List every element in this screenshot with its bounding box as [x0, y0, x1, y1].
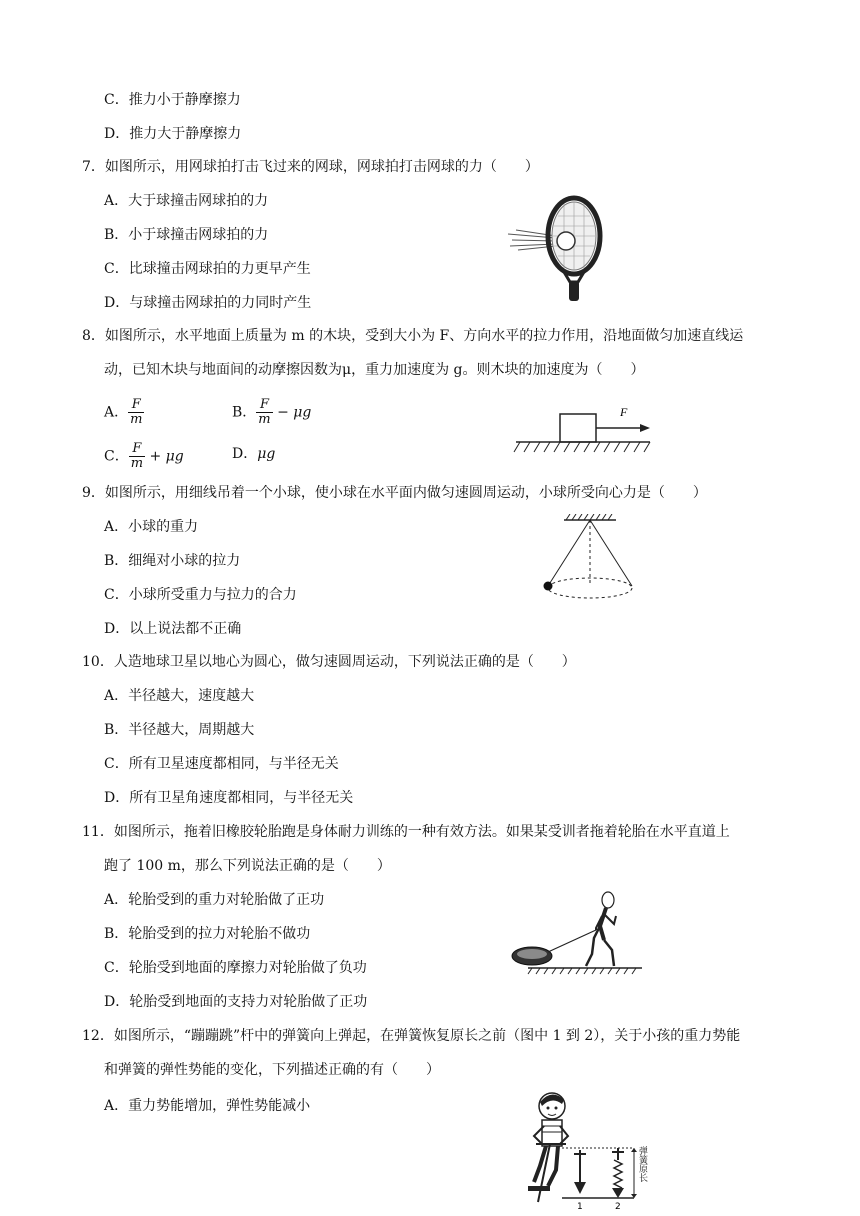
q11-stem-line2: 跑了 100 m，那么下列说法正确的是（ ）: [104, 858, 391, 874]
q8-option-b: [232, 398, 311, 427]
pogo-stick-figure: [522, 1090, 650, 1212]
fraction-numerator: F: [129, 442, 145, 457]
block-force-figure: [512, 400, 654, 456]
q6-option-d: D．推力大于静摩擦力: [104, 126, 242, 142]
q6-option-c: C．推力小于静摩擦力: [104, 92, 241, 108]
q10-option-c: C．所有卫星速度都相同，与半径无关: [104, 756, 339, 772]
q7-option-b: B．小于球撞击网球拍的力: [104, 227, 269, 243]
q8-option-c-fraction: [129, 442, 145, 471]
q11-stem-line1: 11．如图所示，拖着旧橡胶轮胎跑是身体耐力训练的一种有效方法。如果某受训者拖着轮胎在水平直道上: [82, 824, 730, 840]
q10-option-a: A．半径越大，速度越大: [104, 688, 255, 704]
q8-option-c-label: C．: [104, 448, 129, 465]
q8-option-c-term: + μg: [149, 448, 184, 465]
q10-option-d: D．所有卫星角速度都相同，与半径无关: [104, 790, 354, 806]
position-2-label: 2: [615, 1202, 621, 1212]
q11-option-a: A．轮胎受到的重力对轮胎做了正功: [104, 892, 325, 908]
q10-option-b: B．半径越大，周期越大: [104, 722, 255, 738]
q8-option-a-fraction: [128, 398, 144, 427]
q8-option-b-term: − μg: [277, 404, 312, 421]
q7-option-d: D．与球撞击网球拍的力同时产生: [104, 295, 312, 311]
fraction-denominator: m: [258, 412, 271, 427]
position-1-label: 1: [577, 1202, 583, 1212]
q9-stem: 9．如图所示，用细线吊着一个小球，使小球在水平面内做匀速圆周运动，小球所受向心力是（ ）: [82, 485, 707, 501]
q7-option-a: A．大于球撞击网球拍的力: [104, 193, 269, 209]
q8-option-b-label: B．: [232, 404, 257, 421]
fraction-denominator: m: [130, 456, 144, 471]
fraction-numerator: F: [256, 398, 272, 413]
q8-stem-line2: 动，已知木块与地面间的动摩擦因数为μ，重力加速度为 g。则木块的加速度为（ ）: [104, 362, 645, 378]
q11-option-c: C．轮胎受到地面的摩擦力对轮胎做了负功: [104, 960, 367, 976]
conical-pendulum-figure: [540, 514, 640, 606]
q12-stem-line2: 和弹簧的弹性势能的变化，下列描述正确的有（ ）: [104, 1062, 440, 1078]
q9-option-b: B．细绳对小球的拉力: [104, 553, 241, 569]
q8-option-a: [104, 398, 144, 427]
q7-option-c: C．比球撞击网球拍的力更早产生: [104, 261, 311, 277]
q11-option-d: D．轮胎受到地面的支持力对轮胎做了正功: [104, 994, 368, 1010]
tire-drag-figure: [508, 888, 644, 976]
tennis-racket-figure: [506, 186, 616, 302]
force-label: F: [620, 405, 628, 419]
q8-option-d: [232, 444, 275, 464]
q12-stem-line1: 12．如图所示，“蹦蹦跳”杆中的弹簧向上弹起，在弹簧恢复原长之前（图中 1 到 2），关于小孩的重力势能: [82, 1028, 741, 1044]
q8-option-b-fraction: [256, 398, 272, 427]
q8-option-d-term: μg: [257, 446, 276, 462]
q8-stem-line1: 8．如图所示，水平地面上质量为 m 的木块，受到大小为 F、方向水平的拉力作用，沿地面做匀加速直线运: [82, 328, 744, 344]
q7-stem: 7．如图所示，用网球拍打击飞过来的网球，网球拍打击网球的力（ ）: [82, 159, 539, 175]
q9-option-a: A．小球的重力: [104, 519, 199, 535]
q9-option-c: C．小球所受重力与拉力的合力: [104, 587, 297, 603]
q8-option-a-label: A．: [104, 404, 129, 421]
q10-stem: 10．人造地球卫星以地心为圆心，做匀速圆周运动，下列说法正确的是（ ）: [82, 654, 576, 670]
q12-option-a: A．重力势能增加，弹性势能减小: [104, 1098, 311, 1114]
q8-option-d-label: D．: [232, 446, 258, 462]
fraction-denominator: m: [130, 412, 143, 427]
spring-original-length-label: 弹簧原长: [637, 1146, 647, 1182]
fraction-numerator: F: [128, 398, 144, 413]
q11-option-b: B．轮胎受到的拉力对轮胎不做功: [104, 926, 311, 942]
q9-option-d: D．以上说法都不正确: [104, 621, 242, 637]
q8-option-c: [104, 442, 184, 471]
